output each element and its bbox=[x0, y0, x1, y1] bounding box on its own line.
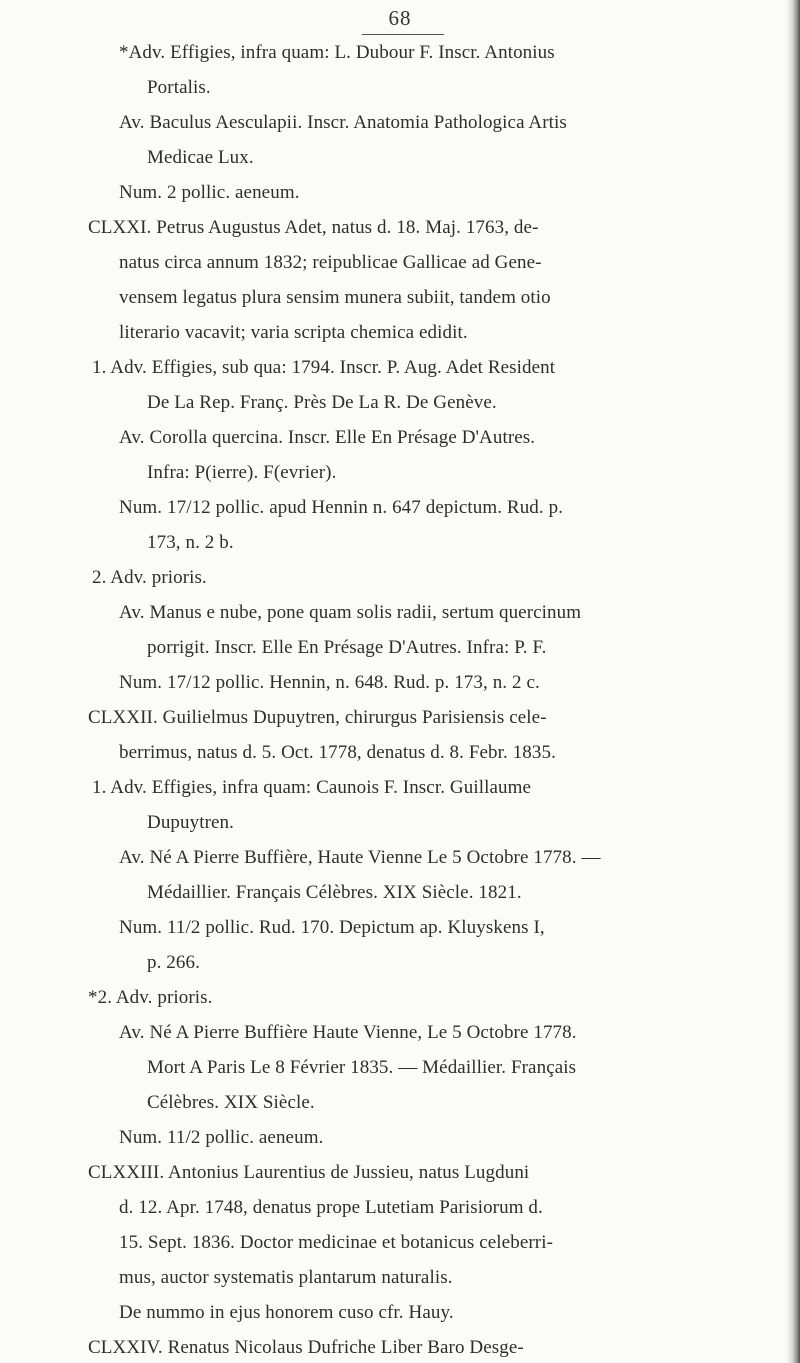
text-line: Av. Né A Pierre Buffière, Haute Vienne Le 5 Octobre 1778. — bbox=[119, 847, 601, 868]
text-line: Av. Manus e nube, pone quam solis radii, sertum quercinum bbox=[119, 602, 582, 623]
text-line: Num. 17/12 pollic. apud Hennin n. 647 depictum. Rud. p. bbox=[119, 497, 564, 518]
text-line: 15. Sept. 1836. Doctor medicinae et botanicus celeberri- bbox=[119, 1232, 554, 1253]
entry-heading-line: CLXXIV. Renatus Nicolaus Dufriche Liber Baro Desge- bbox=[88, 1337, 524, 1358]
text-line: Num. 11/2 pollic. aeneum. bbox=[119, 1127, 324, 1148]
text-line: De nummo in ejus honorem cuso cfr. Hauy. bbox=[119, 1302, 454, 1323]
text-line: 1. Adv. Effigies, infra quam: Caunois F. Inscr. Guillaume bbox=[92, 777, 532, 798]
text-line: d. 12. Apr. 1748, denatus prope Lutetiam Parisiorum d. bbox=[119, 1197, 543, 1218]
text-line: berrimus, natus d. 5. Oct. 1778, denatus d. 8. Febr. 1835. bbox=[119, 742, 556, 763]
text-line: mus, auctor systematis plantarum naturalis. bbox=[119, 1267, 453, 1288]
text-line: vensem legatus plura sensim munera subiit, tandem otio bbox=[119, 287, 551, 308]
text-line: natus circa annum 1832; reipublicae Gallicae ad Gene- bbox=[119, 252, 542, 273]
text-line: Av. Né A Pierre Buffière Haute Vienne, Le 5 Octobre 1778. bbox=[119, 1022, 577, 1043]
text-line: Célèbres. XIX Siècle. bbox=[147, 1092, 315, 1113]
text-line: *Adv. Effigies, infra quam: L. Dubour F. Inscr. Antonius bbox=[119, 42, 555, 63]
text-line: Médaillier. Français Célèbres. XIX Siècle. 1821. bbox=[147, 882, 522, 903]
page-number: 68 bbox=[388, 6, 412, 30]
text-line: 2. Adv. prioris. bbox=[92, 567, 207, 588]
text-line: Medicae Lux. bbox=[147, 147, 254, 168]
text-line: porrigit. Inscr. Elle En Présage D'Autres. Infra: P. F. bbox=[147, 637, 547, 658]
text-line: Av. Corolla quercina. Inscr. Elle En Présage D'Autres. bbox=[119, 427, 536, 448]
entry-heading-line: CLXXII. Guilielmus Dupuytren, chirurgus Parisiensis cele- bbox=[88, 707, 547, 728]
text-line: De La Rep. Franç. Près De La R. De Genève. bbox=[147, 392, 497, 413]
entry-heading-line: CLXXI. Petrus Augustus Adet, natus d. 18. Maj. 1763, de- bbox=[88, 217, 539, 238]
text-line: Av. Baculus Aesculapii. Inscr. Anatomia Pathologica Artis bbox=[119, 112, 567, 133]
text-line: p. 266. bbox=[147, 952, 200, 973]
text-line: Mort A Paris Le 8 Février 1835. — Médaillier. Français bbox=[147, 1057, 577, 1078]
text-line: Portalis. bbox=[147, 77, 211, 98]
entry-heading-line: CLXXIII. Antonius Laurentius de Jussieu, natus Lugduni bbox=[88, 1162, 530, 1183]
page-edge-shadow bbox=[786, 0, 800, 1363]
text-line: Num. 11/2 pollic. Rud. 170. Depictum ap. Kluyskens I, bbox=[119, 917, 545, 938]
text-line: Infra: P(ierre). F(evrier). bbox=[147, 462, 337, 483]
page-number-rule bbox=[362, 34, 444, 35]
text-line: 1. Adv. Effigies, sub qua: 1794. Inscr. P. Aug. Adet Resident bbox=[92, 357, 556, 378]
text-line: literario vacavit; varia scripta chemica edidit. bbox=[119, 322, 468, 343]
text-line: Num. 2 pollic. aeneum. bbox=[119, 182, 300, 203]
text-line: 173, n. 2 b. bbox=[147, 532, 234, 553]
text-line: Dupuytren. bbox=[147, 812, 235, 833]
text-line: *2. Adv. prioris. bbox=[88, 987, 213, 1008]
text-line: Num. 17/12 pollic. Hennin, n. 648. Rud. p. 173, n. 2 c. bbox=[119, 672, 540, 693]
